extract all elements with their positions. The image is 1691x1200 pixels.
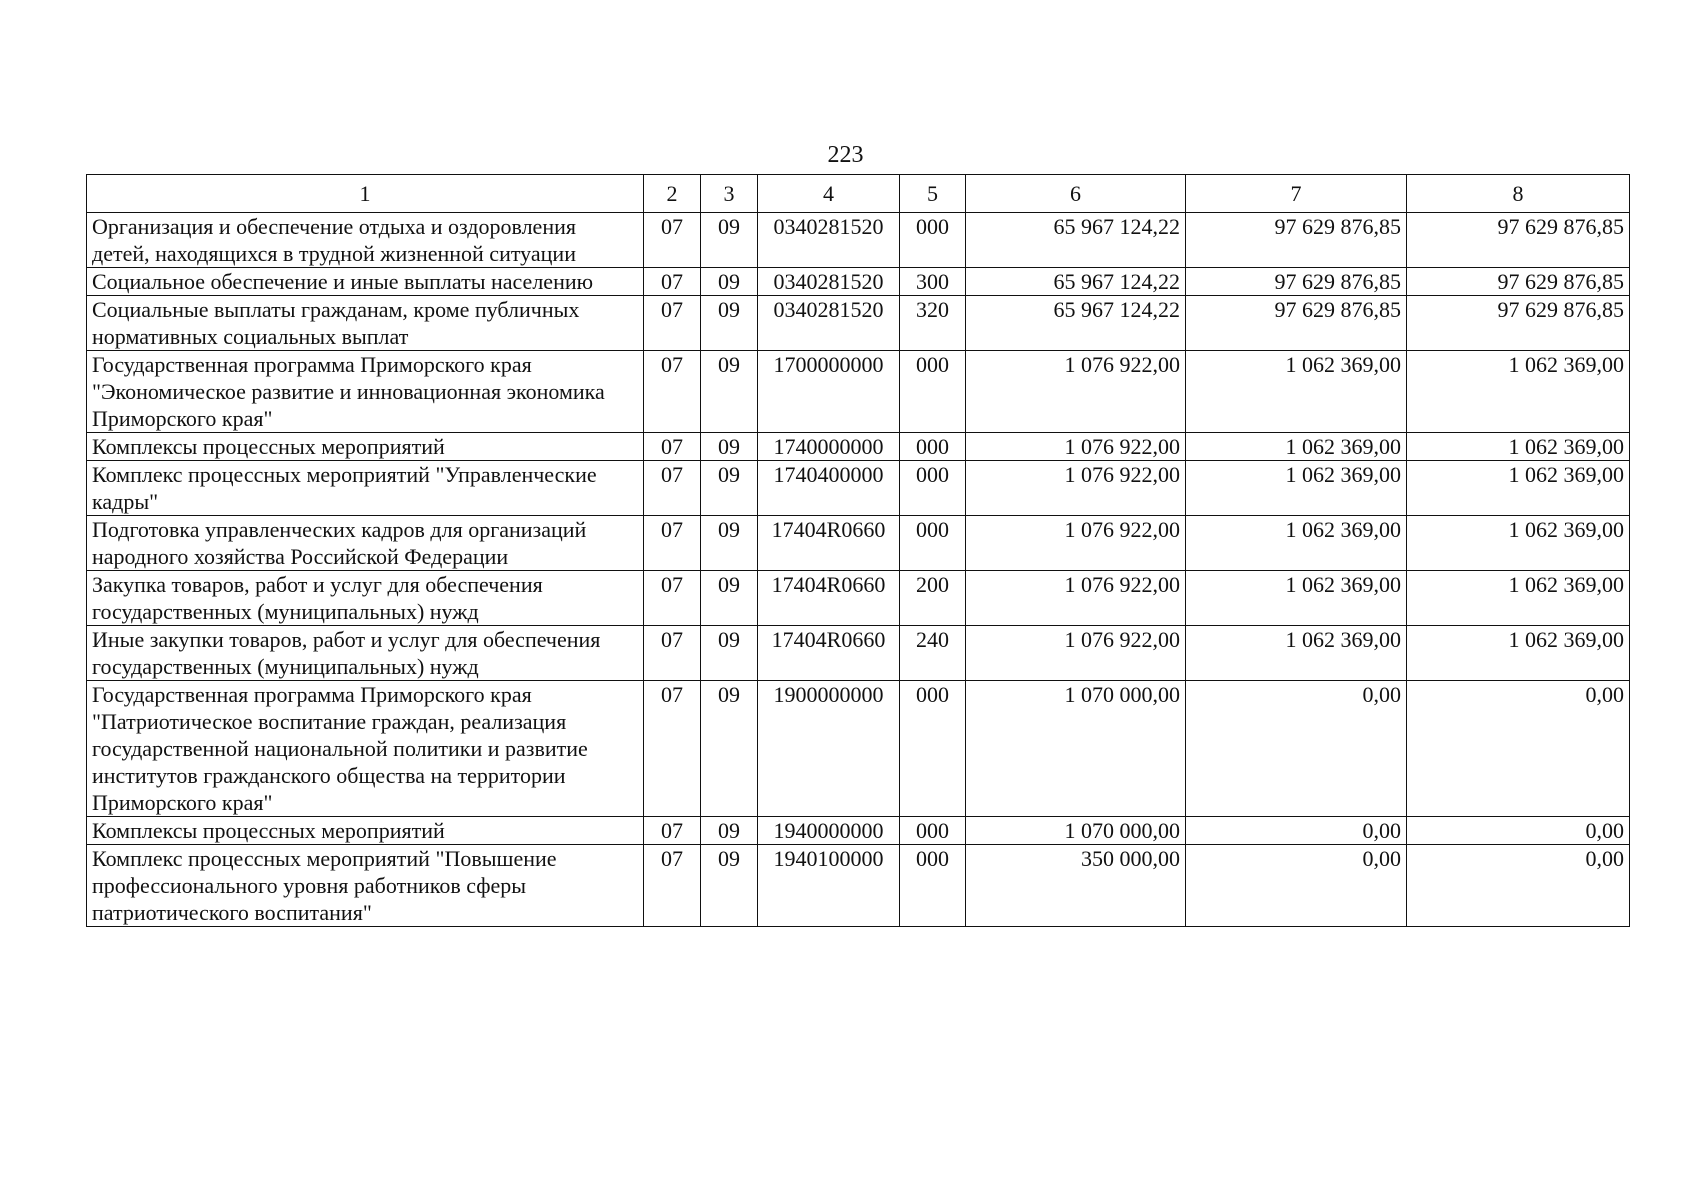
amount-col-7: 1 062 369,00 [1186, 626, 1407, 681]
table-row [87, 681, 1630, 817]
amount-col-6: 1 070 000,00 [966, 817, 1186, 845]
target-code: 1740400000 [758, 461, 900, 516]
column-header: 1 [87, 175, 644, 213]
target-code: 0340281520 [758, 268, 900, 296]
target-code: 17404R0660 [758, 571, 900, 626]
section-code: 07 [644, 681, 701, 817]
amount-col-6: 1 076 922,00 [966, 461, 1186, 516]
expense-type-code: 240 [900, 626, 966, 681]
expense-type-code: 000 [900, 817, 966, 845]
amount-col-7: 0,00 [1186, 817, 1407, 845]
item-name: Комплекс процессных мероприятий "Повышение профессионального уровня работников сферы патриотического воспитания" [87, 845, 644, 927]
section-code: 07 [644, 296, 701, 351]
subsection-code: 09 [701, 268, 758, 296]
amount-col-8: 1 062 369,00 [1407, 433, 1630, 461]
expense-type-code: 000 [900, 433, 966, 461]
item-name: Подготовка управленческих кадров для организаций народного хозяйства Российской Федерации [87, 516, 644, 571]
subsection-code: 09 [701, 817, 758, 845]
target-code: 0340281520 [758, 213, 900, 268]
item-name: Организация и обеспечение отдыха и оздоровления детей, находящихся в трудной жизненной ситуации [87, 213, 644, 268]
amount-col-6: 1 076 922,00 [966, 571, 1186, 626]
expense-type-code: 000 [900, 351, 966, 433]
section-code: 07 [644, 817, 701, 845]
expense-type-code: 200 [900, 571, 966, 626]
amount-col-6: 1 076 922,00 [966, 626, 1186, 681]
target-code: 1740000000 [758, 433, 900, 461]
amount-col-7: 1 062 369,00 [1186, 571, 1407, 626]
subsection-code: 09 [701, 433, 758, 461]
section-code: 07 [644, 461, 701, 516]
amount-col-6: 1 070 000,00 [966, 681, 1186, 817]
table-row [87, 296, 1630, 351]
amount-col-6: 65 967 124,22 [966, 213, 1186, 268]
amount-col-8: 97 629 876,85 [1407, 213, 1630, 268]
amount-col-6: 1 076 922,00 [966, 433, 1186, 461]
amount-col-7: 1 062 369,00 [1186, 433, 1407, 461]
target-code: 17404R0660 [758, 626, 900, 681]
column-header: 2 [644, 175, 701, 213]
amount-col-8: 1 062 369,00 [1407, 516, 1630, 571]
subsection-code: 09 [701, 571, 758, 626]
amount-col-7: 97 629 876,85 [1186, 296, 1407, 351]
amount-col-8: 97 629 876,85 [1407, 296, 1630, 351]
amount-col-8: 1 062 369,00 [1407, 461, 1630, 516]
item-name: Государственная программа Приморского края "Экономическое развитие и инновационная экономика Приморского края" [87, 351, 644, 433]
subsection-code: 09 [701, 626, 758, 681]
amount-col-7: 97 629 876,85 [1186, 213, 1407, 268]
expense-type-code: 000 [900, 461, 966, 516]
section-code: 07 [644, 516, 701, 571]
budget-table [86, 174, 1630, 927]
target-code: 1940100000 [758, 845, 900, 927]
item-name: Комплекс процессных мероприятий "Управленческие кадры" [87, 461, 644, 516]
subsection-code: 09 [701, 296, 758, 351]
amount-col-8: 0,00 [1407, 817, 1630, 845]
subsection-code: 09 [701, 461, 758, 516]
target-code: 17404R0660 [758, 516, 900, 571]
item-name: Государственная программа Приморского края "Патриотическое воспитание граждан, реализация государственной национальной политики и развитие институтов гражданского общества на территории Приморского края" [87, 681, 644, 817]
subsection-code: 09 [701, 681, 758, 817]
table-row [87, 626, 1630, 681]
table-row [87, 213, 1630, 268]
section-code: 07 [644, 626, 701, 681]
subsection-code: 09 [701, 351, 758, 433]
amount-col-6: 1 076 922,00 [966, 516, 1186, 571]
subsection-code: 09 [701, 213, 758, 268]
expense-type-code: 320 [900, 296, 966, 351]
amount-col-7: 97 629 876,85 [1186, 268, 1407, 296]
table-row [87, 817, 1630, 845]
section-code: 07 [644, 571, 701, 626]
expense-type-code: 300 [900, 268, 966, 296]
subsection-code: 09 [701, 516, 758, 571]
target-code: 0340281520 [758, 296, 900, 351]
item-name: Иные закупки товаров, работ и услуг для обеспечения государственных (муниципальных) нужд [87, 626, 644, 681]
amount-col-8: 1 062 369,00 [1407, 571, 1630, 626]
target-code: 1940000000 [758, 817, 900, 845]
amount-col-7: 1 062 369,00 [1186, 351, 1407, 433]
column-header: 7 [1186, 175, 1407, 213]
amount-col-7: 1 062 369,00 [1186, 461, 1407, 516]
expense-type-code: 000 [900, 213, 966, 268]
target-code: 1900000000 [758, 681, 900, 817]
table-row [87, 461, 1630, 516]
column-header: 6 [966, 175, 1186, 213]
column-header: 4 [758, 175, 900, 213]
item-name: Социальные выплаты гражданам, кроме публичных нормативных социальных выплат [87, 296, 644, 351]
amount-col-7: 0,00 [1186, 681, 1407, 817]
table-row [87, 845, 1630, 927]
subsection-code: 09 [701, 845, 758, 927]
amount-col-7: 0,00 [1186, 845, 1407, 927]
section-code: 07 [644, 351, 701, 433]
item-name: Комплексы процессных мероприятий [87, 433, 644, 461]
item-name: Закупка товаров, работ и услуг для обеспечения государственных (муниципальных) нужд [87, 571, 644, 626]
amount-col-8: 0,00 [1407, 845, 1630, 927]
table-row [87, 351, 1630, 433]
item-name: Комплексы процессных мероприятий [87, 817, 644, 845]
column-number-row [87, 175, 1630, 213]
amount-col-6: 1 076 922,00 [966, 351, 1186, 433]
table-row [87, 268, 1630, 296]
table-row [87, 433, 1630, 461]
section-code: 07 [644, 845, 701, 927]
column-header: 5 [900, 175, 966, 213]
column-header: 8 [1407, 175, 1630, 213]
section-code: 07 [644, 268, 701, 296]
amount-col-8: 97 629 876,85 [1407, 268, 1630, 296]
amount-col-8: 1 062 369,00 [1407, 626, 1630, 681]
amount-col-6: 65 967 124,22 [966, 268, 1186, 296]
column-header: 3 [701, 175, 758, 213]
section-code: 07 [644, 213, 701, 268]
amount-col-6: 65 967 124,22 [966, 296, 1186, 351]
table-row [87, 516, 1630, 571]
amount-col-8: 0,00 [1407, 681, 1630, 817]
amount-col-8: 1 062 369,00 [1407, 351, 1630, 433]
amount-col-7: 1 062 369,00 [1186, 516, 1407, 571]
page-number: 223 [827, 142, 864, 168]
target-code: 1700000000 [758, 351, 900, 433]
expense-type-code: 000 [900, 681, 966, 817]
section-code: 07 [644, 433, 701, 461]
item-name: Социальное обеспечение и иные выплаты населению [87, 268, 644, 296]
expense-type-code: 000 [900, 845, 966, 927]
amount-col-6: 350 000,00 [966, 845, 1186, 927]
table-row [87, 571, 1630, 626]
expense-type-code: 000 [900, 516, 966, 571]
